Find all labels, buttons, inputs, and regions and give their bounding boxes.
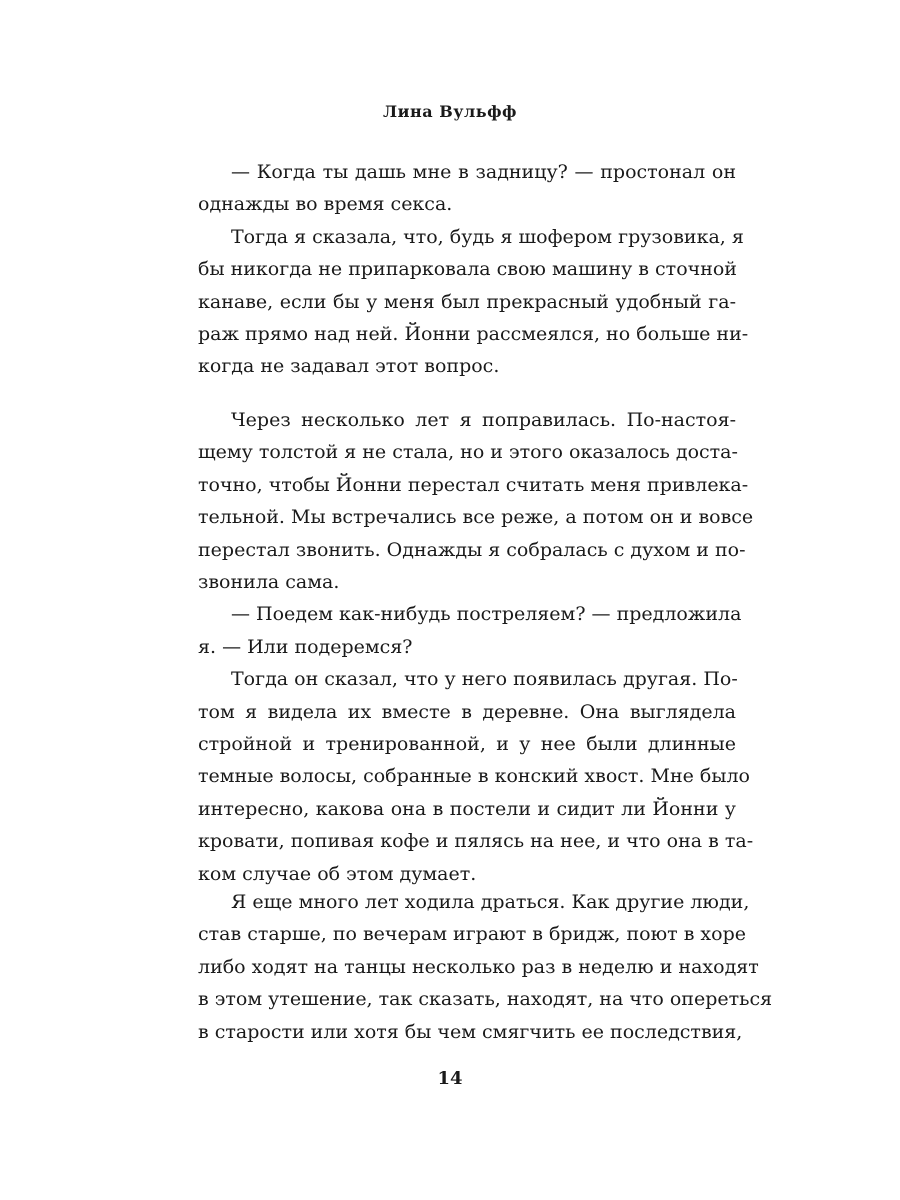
text-block-2 bbox=[198, 404, 754, 890]
text-line: кровати, попивая кофе и пялясь на нее, и что она в та- bbox=[198, 830, 754, 853]
text-line: — Поедем как-нибудь постреляем? — предложила bbox=[231, 603, 742, 626]
text-line: когда не задавал этот вопрос. bbox=[198, 355, 500, 378]
text-line: Через несколько лет я поправилась. По-настоя- bbox=[231, 409, 736, 431]
text-block-3 bbox=[198, 886, 773, 1048]
text-line: в этом утешение, так сказать, находят, на что опереться bbox=[198, 988, 773, 1011]
text-line: я. — Или подеремся? bbox=[198, 635, 413, 658]
text-line: раж прямо над ней. Йонни рассмеялся, но больше ни- bbox=[198, 323, 749, 346]
text-line: либо ходят на танцы несколько раз в неделю и находят bbox=[198, 955, 759, 978]
text-line: том я видела их вместе в деревне. Она выглядела bbox=[198, 700, 736, 723]
text-line: точно, чтобы Йонни перестал считать меня привлека- bbox=[198, 473, 749, 496]
text-line: темные волосы, собранные в конский хвост. Мне было bbox=[198, 765, 750, 788]
text-line: Тогда я сказала, что, будь я шофером грузовика, я bbox=[231, 225, 744, 248]
text-line: щему толстой я не стала, но и этого оказалось доста- bbox=[198, 441, 738, 464]
text-line: — Когда ты дашь мне в задницу? — простонал он bbox=[231, 161, 736, 183]
running-header: Лина Вульфф bbox=[383, 102, 517, 121]
text-line: в старости или хотя бы чем смягчить ее последствия, bbox=[198, 1020, 743, 1043]
text-line: канаве, если бы у меня был прекрасный удобный га- bbox=[198, 290, 736, 313]
page-number: 14 bbox=[437, 1068, 463, 1089]
text-line: став старше, по вечерам играют в бридж, поют в хоре bbox=[198, 923, 746, 946]
text-block-1 bbox=[198, 156, 749, 383]
text-line: перестал звонить. Однажды я собралась с духом и по- bbox=[198, 538, 746, 561]
text-line: Тогда он сказал, что у него появилась другая. По- bbox=[231, 668, 738, 691]
text-line: ком случае об этом думает. bbox=[198, 862, 477, 885]
text-line: стройной и тренированной, и у нее были длинные bbox=[198, 733, 736, 756]
text-line: бы никогда не припарковала свою машину в сточной bbox=[198, 258, 737, 281]
text-line: однажды во время секса. bbox=[198, 193, 453, 216]
text-line: интересно, какова она в постели и сидит ли Йонни у bbox=[198, 797, 736, 820]
text-line: звонила сама. bbox=[198, 571, 340, 594]
text-line: тельной. Мы встречались все реже, а потом он и вовсе bbox=[198, 506, 754, 529]
text-line: Я еще много лет ходила драться. Как другие люди, bbox=[231, 891, 750, 913]
